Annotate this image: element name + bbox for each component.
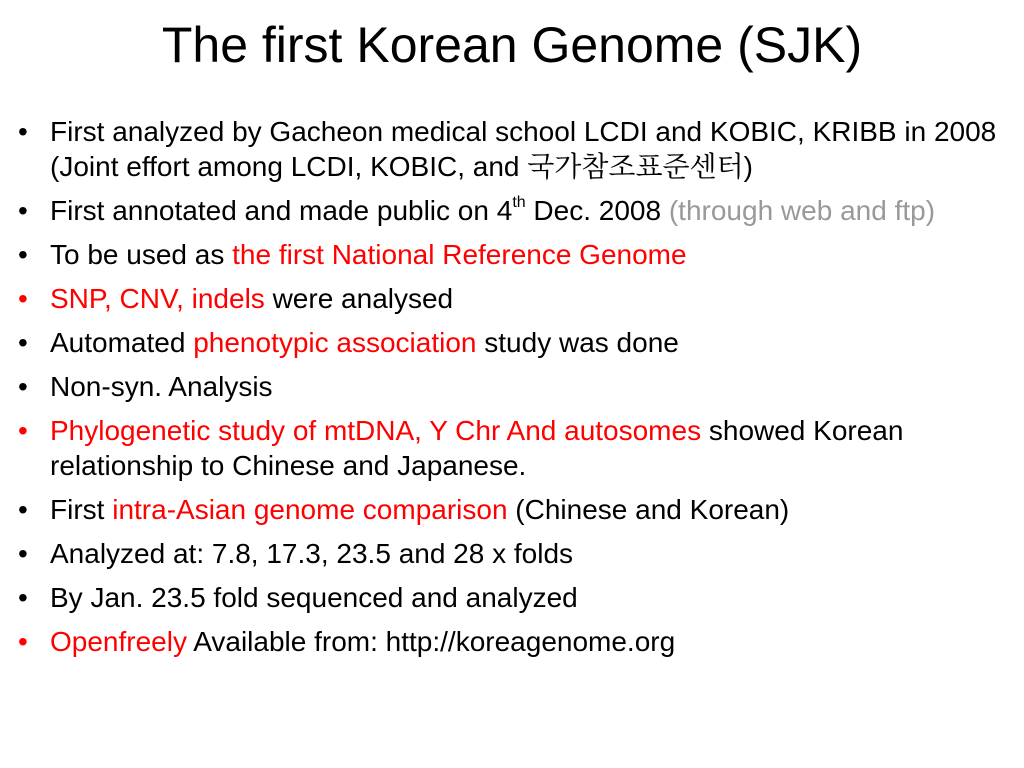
bullet-highlight: the first National Reference Genome [232, 239, 687, 270]
bullet-text: Analyzed at: 7.8, 17.3, 23.5 and 28 x folds [50, 538, 574, 569]
bullet-availability [18, 624, 1008, 659]
bullet-text-access-note: (through web and ftp) [668, 195, 936, 226]
bullet-marker: • [18, 494, 28, 525]
bullet-text: To be used as [50, 239, 233, 270]
bullet-reference-genome [18, 237, 1008, 272]
bullet-text-end: (Chinese and Korean) [507, 494, 790, 525]
bullet-text: Available from: http://koreagenome.org [186, 626, 676, 657]
bullet-text: showed Korean relationship to Chinese and Japanese. [50, 415, 904, 481]
bullet-text: Non-syn. Analysis [50, 371, 273, 402]
bullet-analyzed-by [18, 114, 1008, 184]
slide-title: The first Korean Genome (SJK) [161, 17, 863, 73]
bullet-text-end: study was done [476, 327, 679, 358]
bullet-text: First [50, 494, 113, 525]
ordinal-suffix: th [512, 193, 526, 211]
bullet-highlight: Openfreely [50, 626, 187, 657]
bullet-marker: • [18, 538, 28, 569]
bullet-highlight: SNP, CNV, indels [50, 283, 265, 314]
bullet-text: Automated [50, 327, 194, 358]
bullet-fold-coverage [18, 536, 1008, 571]
bullet-text-date: Dec. 2008 [525, 195, 669, 226]
bullet-marker: • [18, 582, 28, 613]
bullet-highlight: Phylogenetic study of mtDNA, Y Chr And autosomes [50, 415, 702, 446]
bullet-annotated [18, 193, 1008, 228]
bullet-highlight: phenotypic association [193, 327, 477, 358]
bullet-intra-asian [18, 492, 1008, 527]
bullet-marker: • [18, 415, 28, 446]
bullet-marker: • [18, 327, 28, 358]
bullet-marker: • [18, 116, 28, 147]
bullet-text: First analyzed by Gacheon medical school LCDI and KOBIC, KRIBB in 2008 (Joint effort among LCDI, KOBIC, and 국가참조표준센터) [50, 116, 997, 182]
bullet-text: were analysed [264, 283, 454, 314]
bullet-phenotypic [18, 325, 1008, 360]
bullet-marker: • [18, 239, 28, 270]
bullet-marker: • [18, 195, 28, 226]
bullet-variants [18, 281, 1008, 316]
bullet-sequenced [18, 580, 1008, 615]
bullet-list [18, 114, 1008, 668]
bullet-text: First annotated and made public on 4 [50, 195, 513, 226]
bullet-marker: • [18, 371, 28, 402]
bullet-marker: • [18, 283, 28, 314]
bullet-text: By Jan. 23.5 fold sequenced and analyzed [50, 582, 578, 613]
bullet-nonsyn [18, 369, 1008, 404]
bullet-highlight: intra-Asian genome comparison [112, 494, 508, 525]
bullet-phylogenetic [18, 413, 1008, 483]
bullet-marker: • [18, 626, 28, 657]
